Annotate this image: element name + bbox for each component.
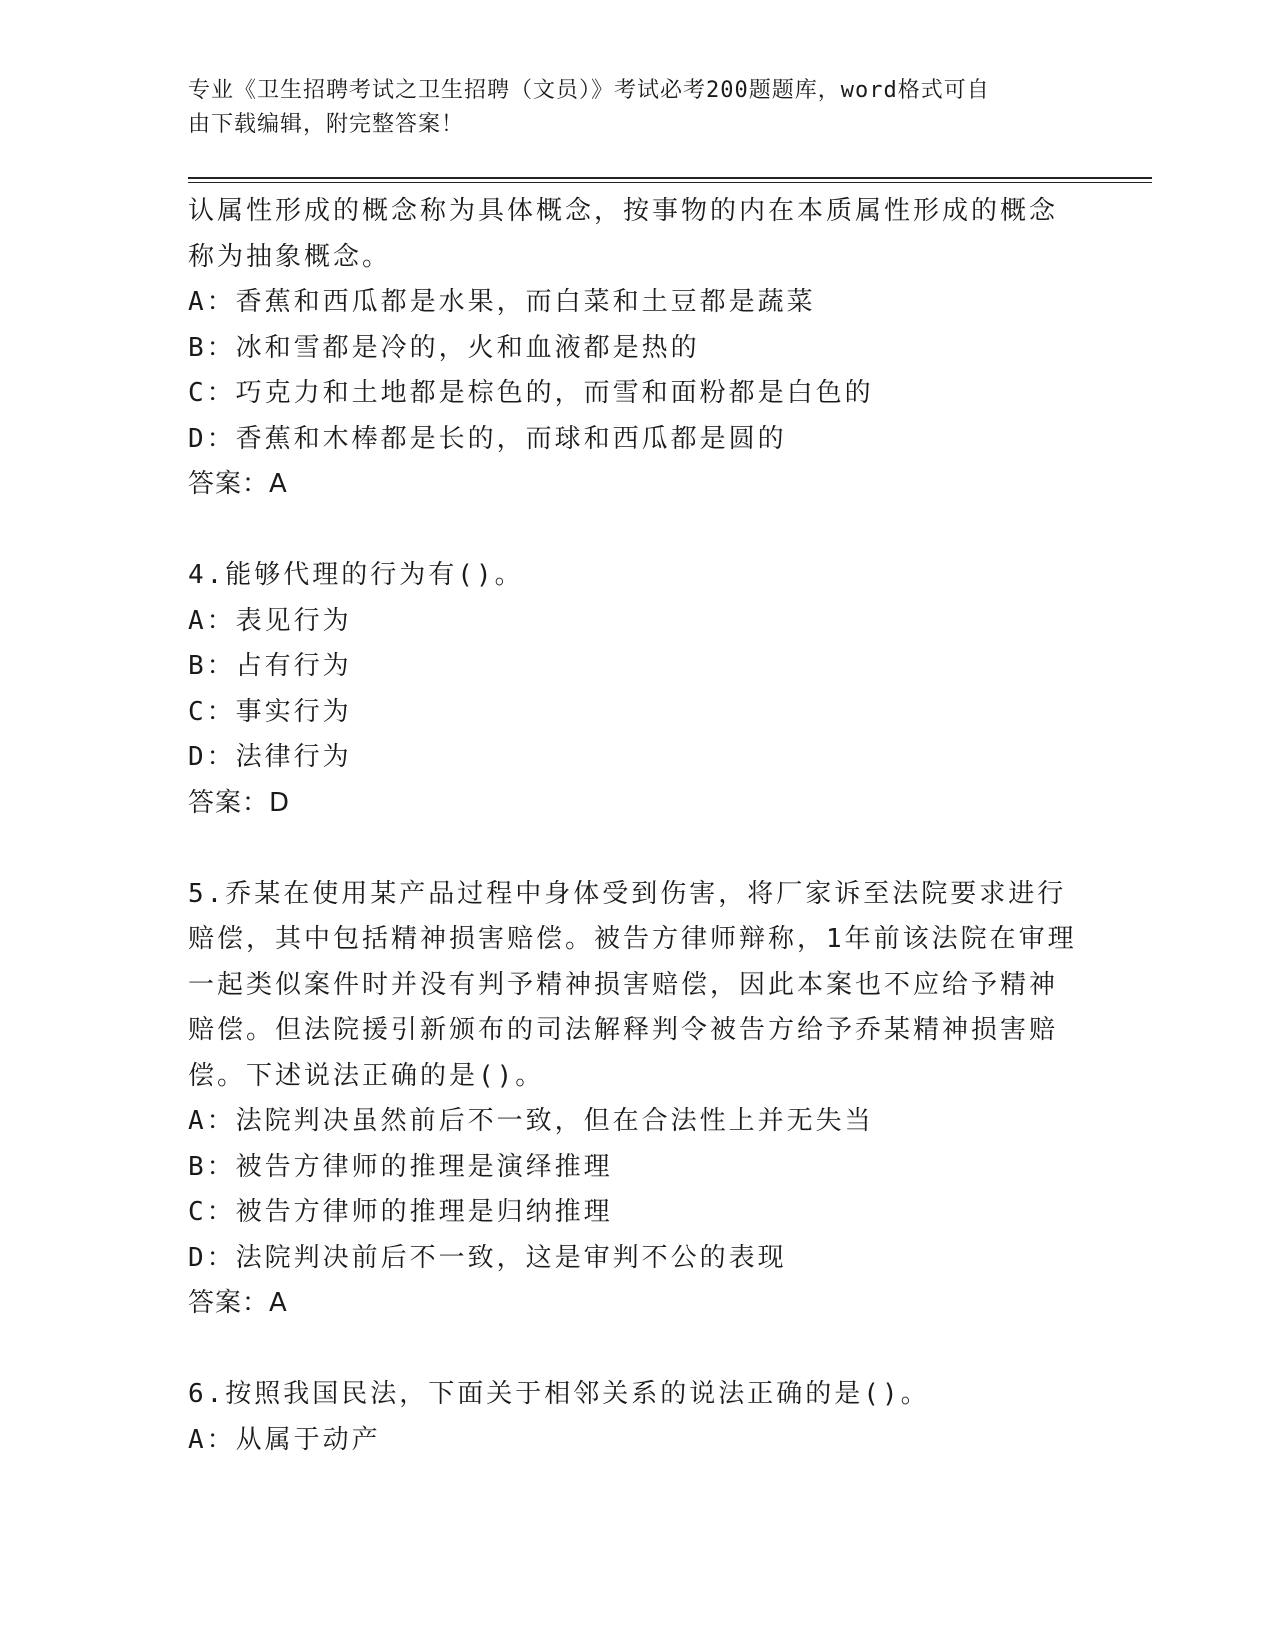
q3-option-b: B：冰和雪都是冷的，火和血液都是热的 xyxy=(188,332,700,363)
q4-option-a: A：表见行为 xyxy=(188,605,352,636)
q3-answer: 答案：A xyxy=(188,469,288,499)
q4-question: 4.能够代理的行为有()。 xyxy=(188,560,524,590)
q5-answer: 答案：A xyxy=(188,1288,288,1318)
q4-option-c: C：事实行为 xyxy=(188,696,352,727)
q3-option-d: D：香蕉和木棒都是长的，而球和西瓜都是圆的 xyxy=(188,423,787,454)
q5-question-line-2: 赔偿，其中包括精神损害赔偿。被告方律师辩称，1年前该法院在审理 xyxy=(188,924,1077,954)
header-rule-thin xyxy=(188,182,1152,183)
q6-question: 6.按照我国民法，下面关于相邻关系的说法正确的是()。 xyxy=(188,1379,930,1409)
spacer xyxy=(188,1327,1108,1373)
q4-answer: 答案：D xyxy=(188,787,291,818)
header-line-1: 专业《卫生招聘考试之卫生招聘（文员）》考试必考200题题库，word格式可自 xyxy=(188,78,990,103)
q4-option-d: D：法律行为 xyxy=(188,742,352,772)
q3-option-c: C：巧克力和土地都是棕色的，而雪和面粉都是白色的 xyxy=(188,378,874,408)
q5-question-line-3: 一起类似案件时并没有判予精神损害赔偿，因此本案也不应给予精神 xyxy=(188,969,1059,1000)
q3-option-a: A：香蕉和西瓜都是水果，而白菜和土豆都是蔬菜 xyxy=(188,287,816,317)
q4-option-b: B：占有行为 xyxy=(188,651,352,681)
header-rule-thick xyxy=(188,177,1152,179)
q5-question-line-1: 5.乔某在使用某产品过程中身体受到伤害，将厂家诉至法院要求进行 xyxy=(188,878,1067,909)
q6-option-a: A：从属于动产 xyxy=(188,1424,381,1455)
q5-option-c: C：被告方律师的推理是归纳推理 xyxy=(188,1197,613,1227)
document-body xyxy=(188,189,1108,1463)
q5-option-a: A：法院判决虽然前后不一致，但在合法性上并无失当 xyxy=(188,1106,874,1136)
continuation-line-1: 认属性形成的概念称为具体概念，按事物的内在本质属性形成的概念 xyxy=(188,196,1059,226)
continuation-line-2: 称为抽象概念。 xyxy=(188,241,392,272)
spacer xyxy=(188,508,1108,554)
q5-question-line-5: 偿。下述说法正确的是()。 xyxy=(188,1060,545,1091)
q5-question-line-4: 赔偿。但法院援引新颁布的司法解释判令被告方给予乔某精神损害赔 xyxy=(188,1015,1059,1045)
document-header xyxy=(188,74,1088,142)
spacer xyxy=(188,826,1108,872)
q5-option-d: D：法院判决前后不一致，这是审判不公的表现 xyxy=(188,1242,787,1273)
q5-option-b: B：被告方律师的推理是演绎推理 xyxy=(188,1151,613,1182)
header-line-2: 由下载编辑，附完整答案！ xyxy=(188,112,465,137)
